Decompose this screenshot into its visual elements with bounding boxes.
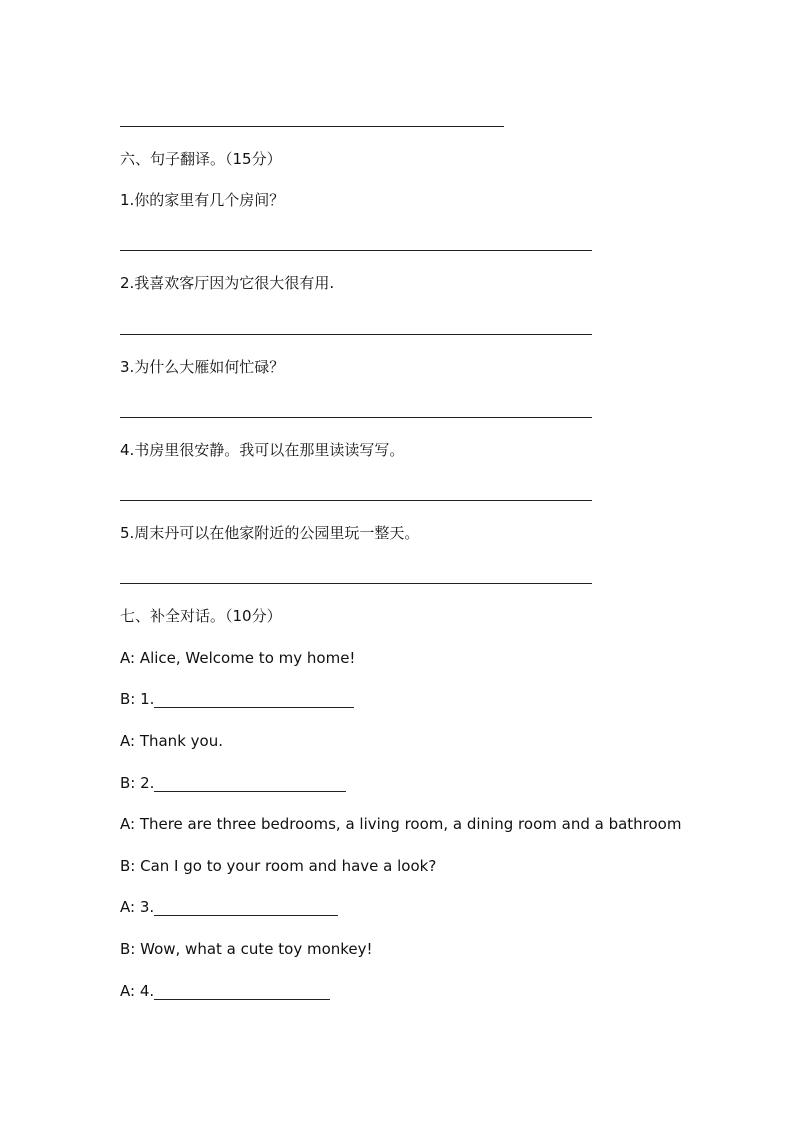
dialogue-prefix-b2: B: 2. xyxy=(120,774,155,792)
dialogue-prefix-a3: A: 3. xyxy=(120,898,155,916)
blank-4[interactable] xyxy=(154,983,330,1000)
dialogue-line-a-rooms: A: There are three bedrooms, a living room, a dining room and a bathroom xyxy=(120,815,682,833)
translation-item-1: 1.你的家里有几个房间？ xyxy=(120,191,285,209)
translation-item-3: 3.为什么大雁如何忙碌？ xyxy=(120,358,285,376)
answer-line-2[interactable] xyxy=(120,334,592,335)
dialogue-prefix-a4: A: 4. xyxy=(120,982,155,1000)
blank-2[interactable] xyxy=(154,775,346,792)
dialogue-blank-3 xyxy=(120,898,338,916)
dialogue-line-a-welcome: A: Alice, Welcome to my home! xyxy=(120,649,356,667)
answer-line-5[interactable] xyxy=(120,583,592,584)
section-7-heading: 七、补全对话。（10分） xyxy=(120,607,282,625)
answer-line-3[interactable] xyxy=(120,417,592,418)
translation-item-4: 4.书房里很安静。我可以在那里读读写写。 xyxy=(120,441,405,459)
translation-item-5: 5.周末丹可以在他家附近的公园里玩一整天。 xyxy=(120,524,420,542)
dialogue-prefix-b1: B: 1. xyxy=(120,690,155,708)
dialogue-blank-2 xyxy=(120,774,346,792)
blank-1[interactable] xyxy=(154,691,354,708)
dialogue-blank-4 xyxy=(120,982,330,1000)
answer-line-4[interactable] xyxy=(120,500,592,501)
dialogue-line-b-monkey: B: Wow, what a cute toy monkey! xyxy=(120,940,373,958)
blank-3[interactable] xyxy=(154,899,338,916)
answer-line-1[interactable] xyxy=(120,250,592,251)
dialogue-blank-1 xyxy=(120,690,354,708)
section-6-heading: 六、句子翻译。（15分） xyxy=(120,150,282,168)
translation-item-2: 2.我喜欢客厅因为它很大很有用. xyxy=(120,274,335,292)
answer-line-previous xyxy=(120,126,504,127)
dialogue-line-b-look: B: Can I go to your room and have a look? xyxy=(120,857,437,875)
dialogue-line-a-thanks: A: Thank you. xyxy=(120,732,223,750)
